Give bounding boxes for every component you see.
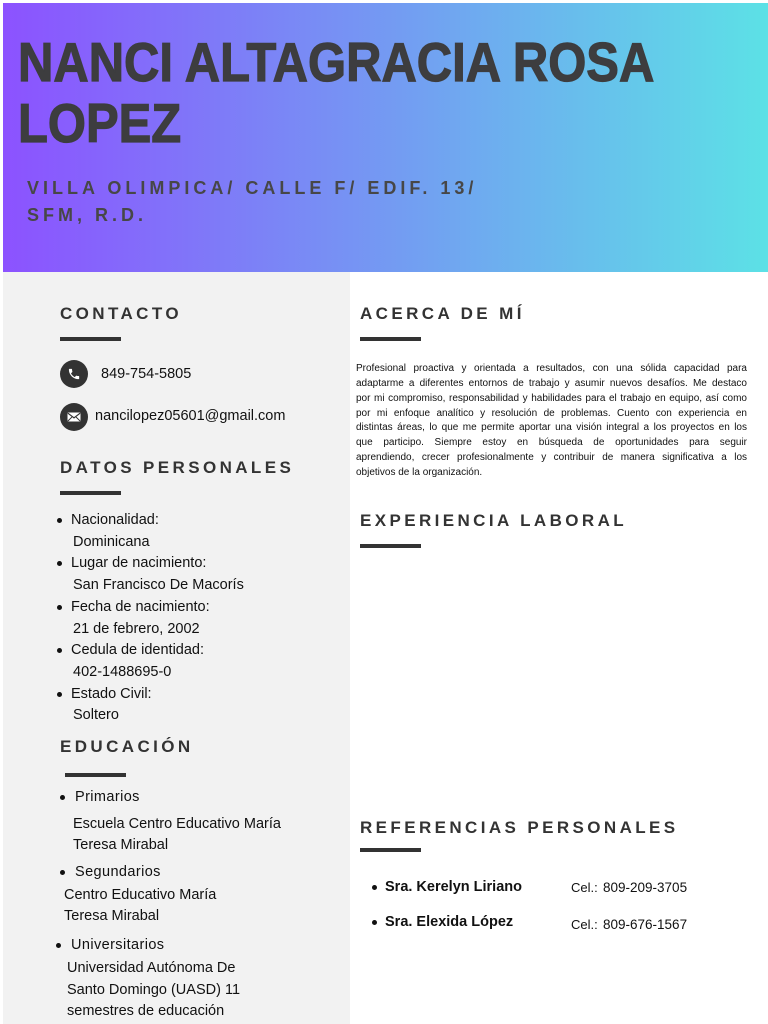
contact-heading-underline [60,337,121,341]
bullet [60,795,65,800]
phone-icon [60,360,88,388]
experience-heading: EXPERIENCIA LABORAL [360,511,628,530]
about-paragraph-line: que participo. Siempre estoy en búsqueda de oportunidades para seguir [356,437,747,449]
bullet [57,692,62,697]
personal-data-item [71,684,244,727]
personal-data-label: Estado Civil: [71,685,152,702]
email-address: nancilopez05601@gmail.com [95,408,286,424]
education-detail-line: Universidad Autónoma De [67,960,236,976]
personal-data-item [71,640,244,683]
references-heading: REFERENCIAS PERSONALES [360,818,679,837]
about-paragraph-line: Profesional proactiva y orientada a resultados, con una sólida capacidad para [356,363,747,374]
about-heading-underline [360,337,421,341]
personal-data-heading-underline [60,491,121,495]
about-paragraph [356,362,747,481]
bullet [56,943,61,948]
education-detail-line: semestres de educación [67,1003,225,1019]
personal-data-heading: DATOS PERSONALES [60,458,295,477]
about-paragraph-line: por mi compromiso, responsabilidad y habilidades para el trabajo en equipo, así como [356,392,747,404]
education-detail-line: Escuela Centro Educativo María [73,816,281,832]
about-paragraph-line: distintas áreas, lo que me permite aportar una visión integral a los proyectos en los [356,422,747,434]
education-detail [67,958,240,1023]
about-heading: ACERCA DE MÍ [360,304,525,323]
education-level: Primarios [75,789,140,805]
personal-data-value: 21 de febrero, 2002 [73,620,200,637]
bullet [60,870,65,875]
bullet [372,920,377,925]
reference-phone: 809-676-1567 [603,917,688,932]
reference-phone-label: Cel.: [571,917,598,932]
address-line: SFM, R.D. [27,205,147,225]
envelope-icon [60,403,88,431]
education-detail [64,885,216,927]
personal-data-value: Soltero [73,707,119,724]
education-detail-line: Centro Educativo María [64,887,217,903]
contact-heading: CONTACTO [60,304,182,323]
education-detail-line: Teresa Mirabal [64,908,160,924]
header-banner [3,3,768,272]
education-detail-line: Santo Domingo (UASD) 11 [67,981,241,998]
phone-number: 849-754-5805 [101,366,192,382]
address-block [27,175,477,229]
experience-heading-underline [360,544,421,548]
personal-data-list [71,510,244,727]
reference-name: Sra. Elexida López [385,914,514,930]
personal-data-label: Lugar de nacimiento: [71,555,207,572]
reference-phone: 809-209-3705 [603,880,688,895]
personal-data-item [71,553,244,596]
bullet [57,518,62,523]
reference-name: Sra. Kerelyn Liriano [385,879,522,895]
education-level: Universitarios [71,937,165,953]
reference-phone-label: Cel.: [571,880,598,895]
bullet [372,885,377,890]
personal-data-value: Dominicana [73,533,150,550]
candidate-name: NANCI ALTAGRACIA ROSA LOPEZ [18,31,653,154]
education-heading: EDUCACIÓN [60,737,194,756]
bullet [57,605,62,610]
education-heading-underline [65,773,126,777]
personal-data-label: Fecha de nacimiento: [71,598,210,615]
personal-data-item [71,510,244,553]
address-line: VILLA OLIMPICA/ CALLE F/ EDIF. 13/ [27,178,478,198]
references-heading-underline [360,848,421,852]
personal-data-value: San Francisco De Macorís [73,577,244,594]
personal-data-value: 402-1488695-0 [73,663,172,680]
personal-data-label: Nacionalidad: [71,512,159,528]
about-paragraph-line: aprendiendo, crecer profesionalmente y contribuir de manera significativa a los [356,452,747,464]
about-paragraph-line: objetivos de la organización. [356,467,483,479]
personal-data-item [71,597,244,640]
education-level: Segundarios [75,864,161,880]
personal-data-label: Cedula de identidad: [71,642,205,659]
education-detail [73,814,281,856]
education-detail-line: Teresa Mirabal [73,837,169,853]
about-paragraph-line: por mi enfoque analítico y resolución de problemas. Cuento con experiencia en [356,407,747,419]
about-paragraph-line: adaptarme a diferentes entornos de trabajo y asumir nuevos desafíos. Me destaco [356,377,747,389]
